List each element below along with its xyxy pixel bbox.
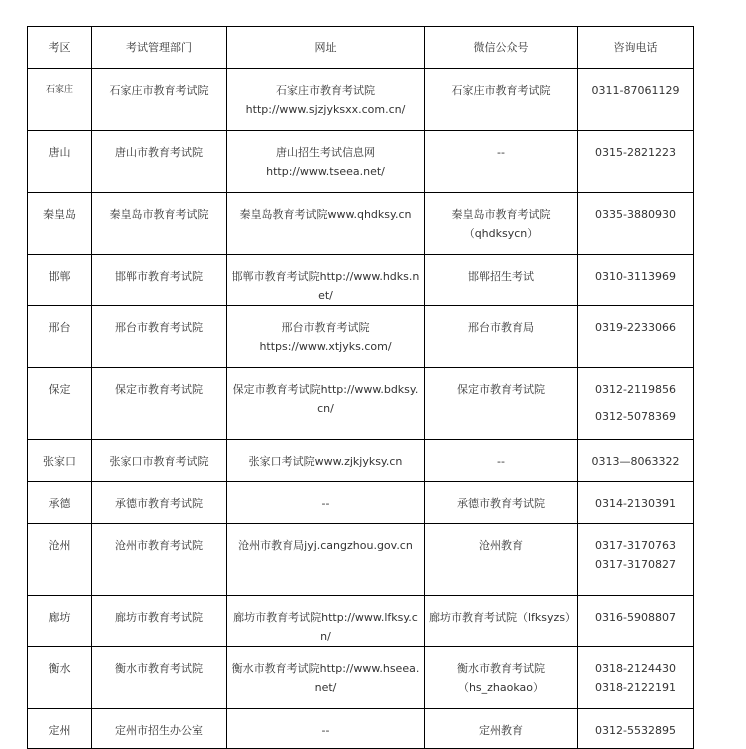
cell-department: 秦皇岛市教育考试院 <box>92 193 227 255</box>
cell-department: 唐山市教育考试院 <box>92 131 227 193</box>
cell-wechat: 石家庄市教育考试院 <box>425 69 578 131</box>
cell-department: 邯郸市教育考试院 <box>92 255 227 306</box>
cell-wechat: 廊坊市教育考试院（lfksyzs） <box>425 596 578 647</box>
cell-wechat: 沧州教育 <box>425 524 578 596</box>
cell-phone: 0317-3170763 0317-3170827 <box>578 524 694 596</box>
table-row <box>28 306 694 368</box>
cell-phone: 0318-2124430 0318-2122191 <box>578 647 694 709</box>
table-row <box>28 69 694 131</box>
cell-wechat: 承德市教育考试院 <box>425 482 578 524</box>
cell-phone: 0315-2821223 <box>578 131 694 193</box>
cell-phone: 0310-3113969 <box>578 255 694 306</box>
cell-website <box>227 306 425 368</box>
cell-phone: 0319-2233066 <box>578 306 694 368</box>
cell-region: 秦皇岛 <box>28 193 92 255</box>
cell-department: 承德市教育考试院 <box>92 482 227 524</box>
cell-phone: 0312-5532895 <box>578 709 694 749</box>
cell-department: 保定市教育考试院 <box>92 368 227 440</box>
cell-region: 廊坊 <box>28 596 92 647</box>
cell-region: 邯郸 <box>28 255 92 306</box>
website-link[interactable]: 衡水市教育考试院http://www.hseea.net/ <box>231 662 420 694</box>
website-link[interactable]: https://www.xtjyks.com/ <box>259 340 392 353</box>
table-row <box>28 368 694 440</box>
header-department: 考试管理部门 <box>92 27 227 69</box>
cell-region: 保定 <box>28 368 92 440</box>
table-row <box>28 255 694 306</box>
table-row <box>28 596 694 647</box>
table-row <box>28 440 694 482</box>
cell-phone: 0314-2130391 <box>578 482 694 524</box>
cell-wechat: 邢台市教育局 <box>425 306 578 368</box>
cell-region: 邢台 <box>28 306 92 368</box>
website-link[interactable]: 秦皇岛教育考试院www.qhdksy.cn <box>239 208 412 221</box>
cell-region: 张家口 <box>28 440 92 482</box>
website-link[interactable]: http://www.sjzjyksxx.com.cn/ <box>245 103 406 116</box>
cell-website <box>227 524 425 596</box>
cell-wechat: 邯郸招生考试 <box>425 255 578 306</box>
exam-contact-table <box>27 26 694 749</box>
table-row <box>28 482 694 524</box>
cell-department: 邢台市教育考试院 <box>92 306 227 368</box>
website-link[interactable]: 保定市教育考试院http://www.bdksy.cn/ <box>232 383 419 415</box>
cell-website <box>227 131 425 193</box>
website-link[interactable]: 廊坊市教育考试院http://www.lfksy.cn/ <box>233 611 418 643</box>
cell-website <box>227 368 425 440</box>
table-header-row <box>28 27 694 69</box>
table-row <box>28 193 694 255</box>
table-row <box>28 131 694 193</box>
header-website: 网址 <box>227 27 425 69</box>
cell-department: 张家口市教育考试院 <box>92 440 227 482</box>
cell-department: 廊坊市教育考试院 <box>92 596 227 647</box>
cell-phone: 0313—8063322 <box>578 440 694 482</box>
header-phone: 咨询电话 <box>578 27 694 69</box>
website-link[interactable]: 张家口考试院www.zjkjyksy.cn <box>248 455 403 468</box>
cell-wechat: 衡水市教育考试院 （hs_zhaokao） <box>425 647 578 709</box>
cell-wechat: -- <box>425 440 578 482</box>
cell-website <box>227 440 425 482</box>
cell-region: 承德 <box>28 482 92 524</box>
website-link[interactable]: 邯郸市教育考试院http://www.hdks.net/ <box>231 270 420 302</box>
website-name: 唐山招生考试信息网 <box>276 146 375 159</box>
cell-wechat: 保定市教育考试院 <box>425 368 578 440</box>
cell-website: -- <box>227 709 425 749</box>
table-row <box>28 709 694 749</box>
cell-website <box>227 255 425 306</box>
cell-department: 沧州市教育考试院 <box>92 524 227 596</box>
website-link[interactable]: http://www.tseea.net/ <box>266 165 385 178</box>
header-region: 考区 <box>28 27 92 69</box>
cell-website <box>227 647 425 709</box>
cell-phone: 0335-3880930 <box>578 193 694 255</box>
cell-department: 衡水市教育考试院 <box>92 647 227 709</box>
website-name: 邢台市教育考试院 <box>281 321 370 334</box>
cell-region: 定州 <box>28 709 92 749</box>
cell-wechat: 定州教育 <box>425 709 578 749</box>
cell-department: 石家庄市教育考试院 <box>92 69 227 131</box>
cell-region: 唐山 <box>28 131 92 193</box>
website-link[interactable]: 沧州市教育局jyj.cangzhou.gov.cn <box>238 539 413 552</box>
cell-website <box>227 193 425 255</box>
cell-website <box>227 69 425 131</box>
cell-website <box>227 596 425 647</box>
cell-wechat: -- <box>425 131 578 193</box>
cell-region: 石家庄 <box>28 69 92 131</box>
cell-phone: 0312-2119856 0312-5078369 <box>578 368 694 440</box>
cell-wechat: 秦皇岛市教育考试院 （qhdksycn） <box>425 193 578 255</box>
website-name: 石家庄市教育考试院 <box>276 84 375 97</box>
table-row <box>28 647 694 709</box>
cell-department: 定州市招生办公室 <box>92 709 227 749</box>
cell-region: 沧州 <box>28 524 92 596</box>
table-row <box>28 524 694 596</box>
cell-phone: 0316-5908807 <box>578 596 694 647</box>
cell-website: -- <box>227 482 425 524</box>
header-wechat: 微信公众号 <box>425 27 578 69</box>
cell-phone: 0311-87061129 <box>578 69 694 131</box>
cell-region: 衡水 <box>28 647 92 709</box>
